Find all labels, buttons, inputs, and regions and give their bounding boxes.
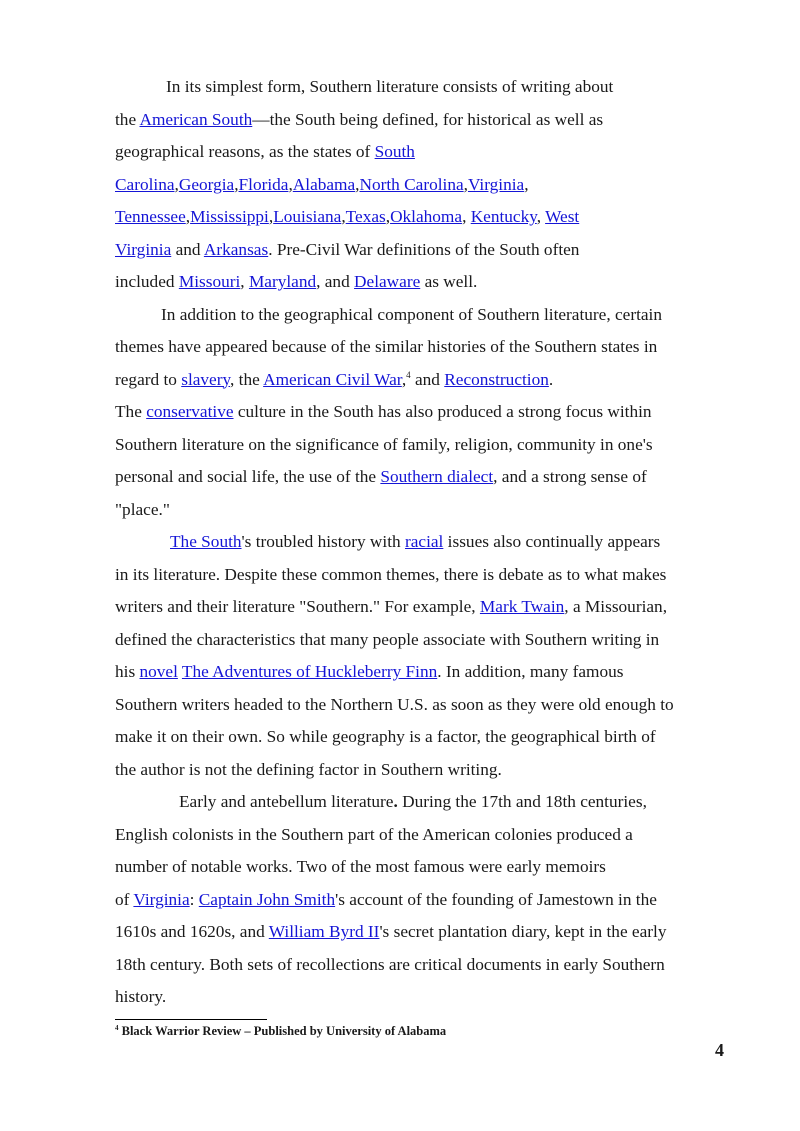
footnote	[115, 1024, 446, 1039]
text-run: , the	[230, 369, 264, 389]
text-run: 's secret plantation diary, kept in the early	[379, 922, 667, 941]
text-run: and	[171, 239, 204, 259]
text-run: , and	[316, 272, 355, 291]
link-west-virginia[interactable]: West	[545, 207, 580, 226]
link-georgia[interactable]: Georgia	[178, 174, 235, 194]
text-run: During the 17th and 18th centuries,	[397, 792, 647, 811]
link-west-virginia-cont[interactable]: Virginia	[115, 239, 172, 259]
text-run: ,	[341, 207, 346, 226]
text-run: Southern literature on the significance of family, religion, community in one's	[115, 434, 653, 454]
link-delaware[interactable]: Delaware	[354, 272, 421, 291]
text-run: geographical reasons, as the states of	[115, 142, 375, 161]
link-mississippi[interactable]: Mississippi	[190, 207, 269, 226]
text-run: personal and social life, the use of the	[115, 467, 381, 486]
link-southern-dialect[interactable]: Southern dialect	[380, 467, 494, 486]
text-run: regard to	[115, 369, 182, 389]
footnote-number: 4	[115, 1024, 119, 1032]
text-run: history.	[115, 987, 167, 1006]
link-reconstruction[interactable]: Reconstruction	[444, 369, 549, 389]
text-run: 1610s and 1620s, and	[115, 922, 269, 941]
footnote-marker[interactable]: 4	[406, 369, 411, 380]
text-run: the	[115, 109, 140, 129]
link-south-carolina[interactable]: South	[374, 142, 415, 161]
text-run: 's troubled history with	[241, 532, 405, 551]
paragraph-4	[115, 786, 740, 1014]
text-run: ,	[240, 272, 249, 291]
text-run: included	[115, 272, 179, 291]
text-run: . Pre-Civil War definitions of the South often	[268, 239, 580, 259]
text-run: ,	[185, 207, 191, 226]
link-virginia[interactable]: Virginia	[467, 174, 525, 194]
text-run: English colonists in the Southern part of the American colonies produced a	[115, 824, 633, 844]
text-run: Southern writers headed to the Northern U.S. as soon as they were old enough to	[115, 694, 674, 714]
text-run: 18th century. Both sets of recollections are critical documents in early Southern	[115, 954, 665, 974]
text-run: ,	[234, 174, 239, 194]
body-text	[115, 71, 740, 1014]
link-oklahoma[interactable]: Oklahoma	[390, 207, 463, 226]
link-virginia-2[interactable]: Virginia	[133, 889, 190, 909]
link-florida[interactable]: Florida	[238, 174, 289, 194]
link-slavery[interactable]: slavery	[181, 369, 230, 389]
text-run: :	[189, 889, 199, 909]
text-run: ,	[536, 207, 546, 226]
text-run: make it on their own. So while geography is a factor, the geographical birth of	[115, 727, 656, 746]
text-run: of	[115, 889, 134, 909]
text-run: .	[548, 369, 554, 389]
text-run: as well.	[420, 272, 478, 291]
text-run: culture in the South has also produced a strong focus within	[233, 402, 652, 421]
link-novel[interactable]: novel	[139, 662, 178, 681]
link-south-carolina-cont[interactable]: Carolina	[115, 174, 175, 194]
link-missouri[interactable]: Missouri	[178, 272, 241, 291]
text-run: ,	[401, 369, 407, 389]
link-racial[interactable]: racial	[404, 532, 444, 551]
section-heading: Early and antebellum literature	[179, 792, 394, 811]
text-run: . In addition, many famous	[437, 662, 624, 681]
link-arkansas[interactable]: Arkansas	[203, 239, 269, 259]
text-run: 's account of the founding of Jamestown in the	[335, 889, 657, 909]
link-the-south[interactable]: The South	[170, 532, 242, 551]
text-run: —the South being defined, for historical as well as	[252, 109, 604, 129]
link-tennessee[interactable]: Tennessee	[115, 207, 186, 226]
text-run: and	[410, 369, 445, 389]
link-john-smith[interactable]: Captain John Smith	[198, 889, 336, 909]
text-run: issues also continually appears	[443, 532, 661, 551]
link-conservative[interactable]: conservative	[146, 402, 234, 421]
text-run: In addition to the geographical component of Southern literature, certain	[161, 304, 662, 324]
text-run: ,	[385, 207, 391, 226]
text-run: ,	[268, 207, 274, 226]
text-run: .	[393, 792, 398, 811]
text-run: , and a strong sense of	[493, 467, 647, 486]
text-run: writers and their literature "Southern." For example,	[115, 597, 480, 616]
link-alabama[interactable]: Alabama	[292, 174, 356, 194]
text-run: ,	[524, 174, 529, 194]
link-louisiana[interactable]: Louisiana	[273, 207, 342, 226]
paragraph-3	[115, 526, 740, 786]
link-north-carolina[interactable]: North Carolina	[359, 174, 464, 194]
link-texas[interactable]: Texas	[345, 207, 386, 226]
text-run: ,	[462, 207, 471, 226]
text-run: themes have appeared because of the similar histories of the Southern states in	[115, 337, 658, 356]
footnote-text: Black Warrior Review – Published by University of Alabama	[118, 1024, 447, 1039]
text-run: ,	[463, 174, 468, 194]
text-run: In its simplest form, Southern literature consists of writing about	[166, 77, 614, 96]
text-run: ,	[355, 174, 360, 194]
text-run: ,	[174, 174, 179, 194]
text-run: his	[115, 662, 140, 681]
text-run: the author is not the defining factor in Southern writing.	[115, 759, 502, 779]
link-kentucky[interactable]: Kentucky	[470, 207, 537, 226]
paragraph-2	[115, 299, 740, 527]
text-run: in its literature. Despite these common themes, there is debate as to what makes	[115, 564, 667, 584]
link-american-south[interactable]: American South	[139, 109, 253, 129]
link-william-byrd[interactable]: William Byrd II	[268, 922, 380, 941]
link-mark-twain[interactable]: Mark Twain	[479, 597, 565, 616]
text-run: number of notable works. Two of the most famous were early memoirs	[115, 857, 606, 876]
link-maryland[interactable]: Maryland	[248, 272, 317, 291]
text-run: "place."	[115, 499, 170, 519]
paragraph-1	[115, 71, 740, 299]
text-run: defined the characteristics that many people associate with Southern writing in	[115, 629, 660, 649]
page-number: 4	[715, 1040, 724, 1060]
link-huckleberry-finn[interactable]: The Adventures of Huckleberry Finn	[181, 662, 438, 681]
text-run: The	[115, 402, 147, 421]
footnote-divider	[115, 1019, 267, 1020]
text-run: , a Missourian,	[564, 597, 668, 616]
text-run: ,	[288, 174, 293, 194]
link-american-civil-war[interactable]: American Civil War	[263, 369, 402, 389]
